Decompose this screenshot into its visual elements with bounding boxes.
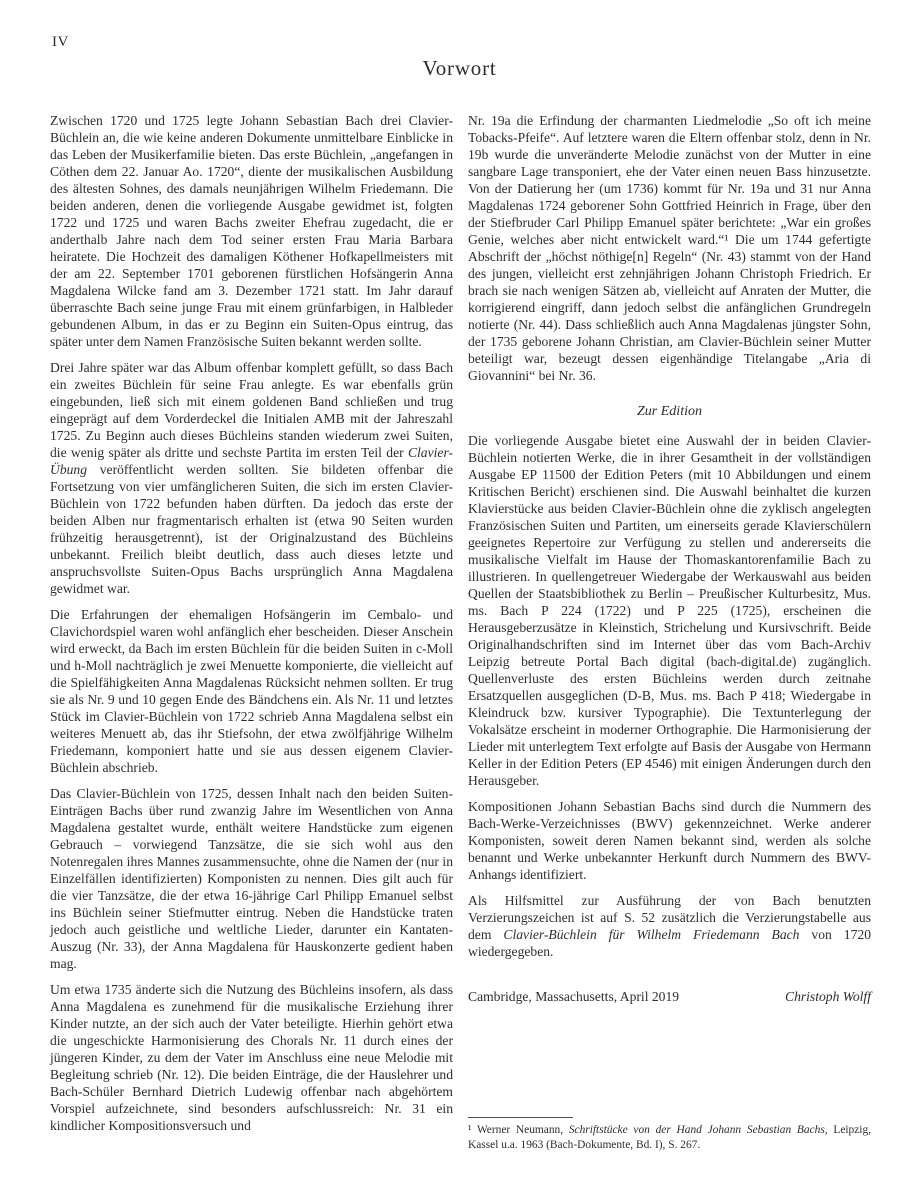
- paragraph: [468, 892, 871, 960]
- right-column: [468, 112, 871, 1152]
- text-run: Drei Jahre später war das Album offenbar komplett gefüllt, so dass Bach ein zweites Büchlein für seine Frau anlegte. Es war ebenfalls grün eingebunden, ließ sich mit einem goldenen Band schließen und trug eingeprägt auf dem Vorderdeckel die Initialen AMB mit der Jahreszahl 1725. Zu Beginn auch dieses Büchleins standen wiederum zwei Suiten, die wenig später als dritte und sechste Partita im ersten Teil der: [50, 360, 453, 460]
- text-run: Die vorliegende Ausgabe bietet eine Auswahl der in beiden Clavier-Büchlein notierten Werke, die in ihrer Gesamtheit in der vollständigen Ausgabe EP 11500 der Edition Peters (mit 10 Abbildungen und einem Kritischen Bericht) erschienen sind. Die Auswahl beinhaltet die kurzen Klavierstücke aus beiden Clavier-Büchlein ohne die zyklisch angelegten Französischen Suiten und Partiten, um einerseits gerade Klavierschülern geeignetes Repertoire zur Verfügung zu stellen und andererseits die musikalische Vielfalt im Hause der Thomaskantorenfamilie Bach zu illustrieren. In quellengetreuer Wiedergabe der Werkauswahl aus beiden Quellen der Staatsbibliothek zu Berlin – Preußischer Kulturbesitz, Mus. ms. Bach P 224 (1722) und P 225 (1725), erscheinen die Herausgeberzusätze in Kleinstich, Strichelung und Kursivschrift. Beide Originalhandschriften sind im Internet über das vom Bach-Archiv Leipzig betreute Portal Bach digital (bach-digital.de) zugänglich. Quellenverluste des ersten Büchleins werden durch zeitnahe Ersatzquellen ausgeglichen (D-B, Mus. ms. Bach P 418; Wiedergabe in Kleindruck bzw. kursiver Typographie). Die Textunterlegung der Vokalsätze erscheint in moderner Orthographie. Die Harmonisierung der Lieder mit unterlegtem Text erfolgte auf Basis der Ausgabe von Hermann Keller in der Edition Peters (EP 4546) mit einigen Änderungen durch den Herausgeber.: [468, 433, 871, 788]
- text-run: ¹ Werner Neumann,: [468, 1124, 569, 1137]
- signature-row: [468, 989, 871, 1005]
- page-number: IV: [52, 34, 69, 50]
- paragraph: [50, 112, 453, 350]
- italic-text: Clavier-Übung: [50, 445, 453, 477]
- text-run: Das Clavier-Büchlein von 1725, dessen Inhalt nach den beiden Suiten-Einträgen Bachs über rund zwanzig Jahre im Wesentlichen von Anna Magdalena gestaltet wurde, enthält weitere Handstücke zum eigenen Gebrauch – vorwiegend Tanzsätze, die sie sich wohl aus den Notenregalen ihres Mannes zusammensuchte, ohne die Namen der (nur in Einzelfällen identifizierten) Komponisten zu nennen. Dies gilt auch für die vier Tanzsätze, die der etwa 16-jährige Carl Philipp Emanuel selbst ins Büchlein seiner Stiefmutter eintrug. Neben die Handstücke traten jedoch auch geistliche und weltliche Lieder, darunter ein Kantaten-Auszug (Nr. 33), der Anna Magdalena für Hauskonzerte gedient haben mag.: [50, 786, 453, 971]
- italic-text: Schriftstücke von der Hand Johann Sebastian Bachs: [568, 1124, 825, 1137]
- footnote-block: [468, 1117, 871, 1152]
- paragraph: [50, 359, 453, 597]
- text-run: von 1720 wiedergegeben.: [468, 927, 871, 959]
- left-column: [50, 112, 453, 1152]
- right-column-upper: [468, 112, 871, 393]
- footnote: [468, 1123, 871, 1152]
- section-heading: Zur Edition: [637, 404, 702, 419]
- paragraph: [468, 798, 871, 883]
- text-run: veröffentlicht werden sollten. Sie bildeten offenbar die Fortsetzung von vier umfänglicheren Suiten, die sich im ersten Clavier-Büchlein von 1722 befunden haben dürften. Da jedoch das erste der beiden Alben nur fragmentarisch erhalten ist (etwa 90 Seiten wurden frühzeitig herausgetrennt), ist der Originalzustand des Büchleins unbekannt. Freilich bleibt deutlich, dass auch dieses letzte und anspruchsvollste Suiten-Opus Bachs ursprünglich Anna Magdalena gewidmet war.: [50, 462, 453, 596]
- right-column-edition: [468, 432, 871, 969]
- text-run: Nr. 19a die Erfindung der charmanten Liedmelodie „So oft ich meine Tobacks-Pfeife“. Auf letztere waren die Eltern offenbar stolz, denn in Nr. 19b wurde die unveränderte Melodie zunächst von der Mutter in eine sangbare Lage transponiert, ehe der Vater einen neuen Bass hinzusetzte. Von der Datierung her (um 1736) kommt für Nr. 19a und 31 nur Anna Magdalenas 1724 geborener Sohn Gottfried Heinrich in Frage, über den der Stiefbruder Carl Philipp Emanuel später berichtete: „War ein großes Genie, welches aber nicht entwickelt ward.“¹ Die um 1744 gefertigte Abschrift der „höchst nöthige[n] Regeln“ (Nr. 43) stammt von der Hand des jungen, vielleicht erst zehnjährigen Johann Christoph Friedrich. Er brach sie nach wenigen Sätzen ab, vielleicht auf Anraten der Mutter, die korrigierend eingriff, dann jedoch selbst die anfänglichen Grundregeln notierte (Nr. 44). Dass schließlich auch Anna Magdalenas jüngster Sohn, der 1735 geborene Johann Christian, am Clavier-Büchlein seiner Mutter beteiligt war, bezeugt dessen eigenhändige Titelangabe „Aria di Giovannini“ bei Nr. 36.: [468, 113, 871, 383]
- paragraph: [50, 981, 453, 1134]
- text-columns: [50, 112, 871, 1152]
- text-run: Die Erfahrungen der ehemaligen Hofsängerin im Cembalo- und Clavichordspiel waren wohl anfänglich eher bescheiden. Dieser Anschein wird erweckt, da Bach im ersten Büchlein für die beiden Suiten in c-Moll und h-Moll nachträglich je zwei Menuette komponierte, die vielleicht auf die Spielfähigkeiten Anna Magdalenas Rücksicht nehmen sollten. Er trug sie als Nr. 9 und 10 gegen Ende des Bändchens ein. Als Nr. 11 und letztes Stück im Clavier-Büchlein von 1722 schrieb Anna Magdalena selbst ein weiteres Menuett ab, das ihr Stiefsohn, der etwa zwölfjährige Wilhelm Friedemann, komponiert hatte und sie aus dessen eigenem Clavier-Büchlein abschrieb.: [50, 607, 453, 775]
- paragraph: [50, 606, 453, 776]
- text-run: Als Hilfsmittel zur Ausführung der von Bach benutzten Verzierungszeichen ist auf S. 52 zusätzlich die Verzierungstabelle aus dem: [468, 893, 871, 942]
- page-title: Vorwort: [422, 56, 497, 80]
- text-run: Um etwa 1735 änderte sich die Nutzung des Büchleins insofern, als dass Anna Magdalena es zunehmend für die musikalische Erziehung ihrer Kinder nutzte, an der sich auch der Vater beteiligte. Hierhin gehört etwa die ungeschickte Harmonisierung des Chorals Nr. 11 durch eines der jüngeren Kinder, zu dem der Vater im Anschluss eine neue Melodie mit Begleitung schrieb (Nr. 12). Die beiden Einträge, die der Hauslehrer und Bach-Schüler Bernhard Dietrich Ludewig offenbar nach abgehörtem Vorspiel aufzeichnete, sind besonders aufschlussreich: Nr. 31 ein kindlicher Kompositionsversuch und: [50, 982, 453, 1133]
- text-run: , Leipzig, Kassel u.a. 1963 (Bach-Dokumente, Bd. I), S. 267.: [468, 1124, 871, 1151]
- signature-place-date: Cambridge, Massachusetts, April 2019: [468, 989, 680, 1004]
- footnote-rule: [468, 1117, 573, 1118]
- paragraph: [468, 112, 871, 384]
- text-run: Zwischen 1720 und 1725 legte Johann Sebastian Bach drei Clavier-Büchlein an, die wie keine anderen Dokumente unmittelbare Einblicke in das Leben der Musikerfamilie bieten. Das erste Büchlein, „angefangen in Cöthen dem 22. Januar Ao. 1720“, diente der musikalischen Ausbildung des ältesten Sohnes, des damals neunjährigen Wilhelm Friedemann. Die beiden anderen, denen die vorliegende Ausgabe gewidmet ist, folgten 1722 und 1725 und waren Bachs zweiter Ehefrau zugedacht, die er anderthalb Jahre nach dem Tod seiner ersten Frau Maria Barbara heiratete. Die Hochzeit des damaligen Köthener Hofkapellmeisters mit der am 22. September 1701 geborenen fürstlichen Hofsängerin Anna Magdalena Wilcke fand am 3. Dezember 1721 statt. Im Jahr darauf überraschte Bach seine junge Frau mit einem grünfarbigen, in Halbleder gebundenen Album, in das er zu Beginn ein Suiten-Opus eintrug, das später unter dem Namen Französische Suiten bekannt werden sollte.: [50, 113, 453, 349]
- text-run: Kompositionen Johann Sebastian Bachs sind durch die Nummern des Bach-Werke-Verzeichnisses (BWV) gekennzeichnet. Werke anderer Komponisten, soweit deren Namen bekannt sind, werden als solche benannt und Werke unbekannter Herkunft durch Nummern des BWV-Anhangs identifiziert.: [468, 799, 871, 882]
- italic-text: Clavier-Büchlein für Wilhelm Friedemann Bach: [503, 927, 800, 942]
- paragraph: [468, 432, 871, 789]
- signature-author: Christoph Wolff: [785, 989, 871, 1004]
- paragraph: [50, 785, 453, 972]
